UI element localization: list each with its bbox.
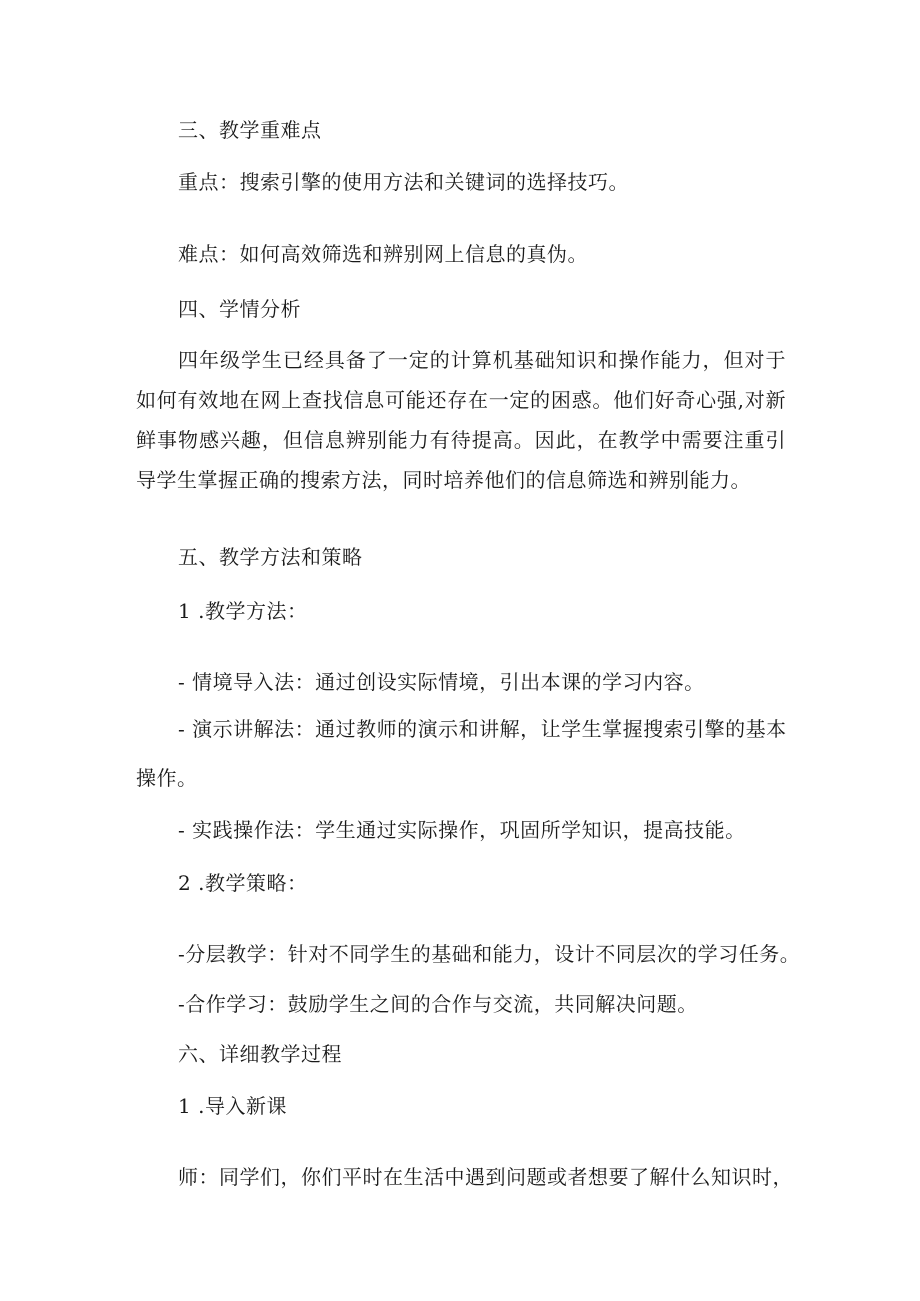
section-heading-3: 三、教学重难点 — [178, 118, 322, 142]
methods-subheading: 1 .教学方法： — [178, 599, 308, 623]
strategy-item-2: -合作学习：鼓励学生之间的合作与交流，共同解决问题。 — [178, 992, 698, 1016]
method-item-1: - 情境导入法：通过创设实际情境，引出本课的学习内容。 — [178, 670, 705, 694]
section-heading-4: 四、学情分析 — [178, 297, 301, 321]
strategies-subheading: 2 .教学策略： — [178, 871, 308, 895]
intro-subheading: 1 .导入新课 — [178, 1094, 287, 1118]
key-point-text: 重点：搜索引擎的使用方法和关键词的选择技巧。 — [178, 170, 629, 194]
teacher-dialogue-line: 师：同学们，你们平时在生活中遇到问题或者想要了解什么知识时， — [178, 1165, 793, 1189]
section-heading-6: 六、详细教学过程 — [178, 1042, 342, 1066]
student-analysis-paragraph: 四年级学生已经具备了一定的计算机基础知识和操作能力，但对于如何有效地在网上查找信息可能还存在一定的困惑。他们好奇心强,对新鲜事物感兴趣，但信息辨别能力有待提高。因此，在教学中需要注重引导学生掌握正确的搜索方法，同时培养他们的信息筛选和辨别能力。 — [136, 348, 786, 492]
method-item-2-line-1: - 演示讲解法：通过教师的演示和讲解，让学生掌握搜索引擎的基本 — [178, 717, 787, 741]
section-heading-5: 五、教学方法和策略 — [178, 545, 363, 569]
method-item-2-line-2: 操作。 — [136, 766, 198, 790]
method-item-3: - 实践操作法：学生通过实际操作，巩固所学知识，提高技能。 — [178, 818, 746, 842]
difficult-point-text: 难点：如何高效筛选和辨别网上信息的真伪。 — [178, 242, 588, 266]
strategy-item-1: -分层教学：针对不同学生的基础和能力，设计不同层次的学习任务。 — [178, 942, 801, 966]
